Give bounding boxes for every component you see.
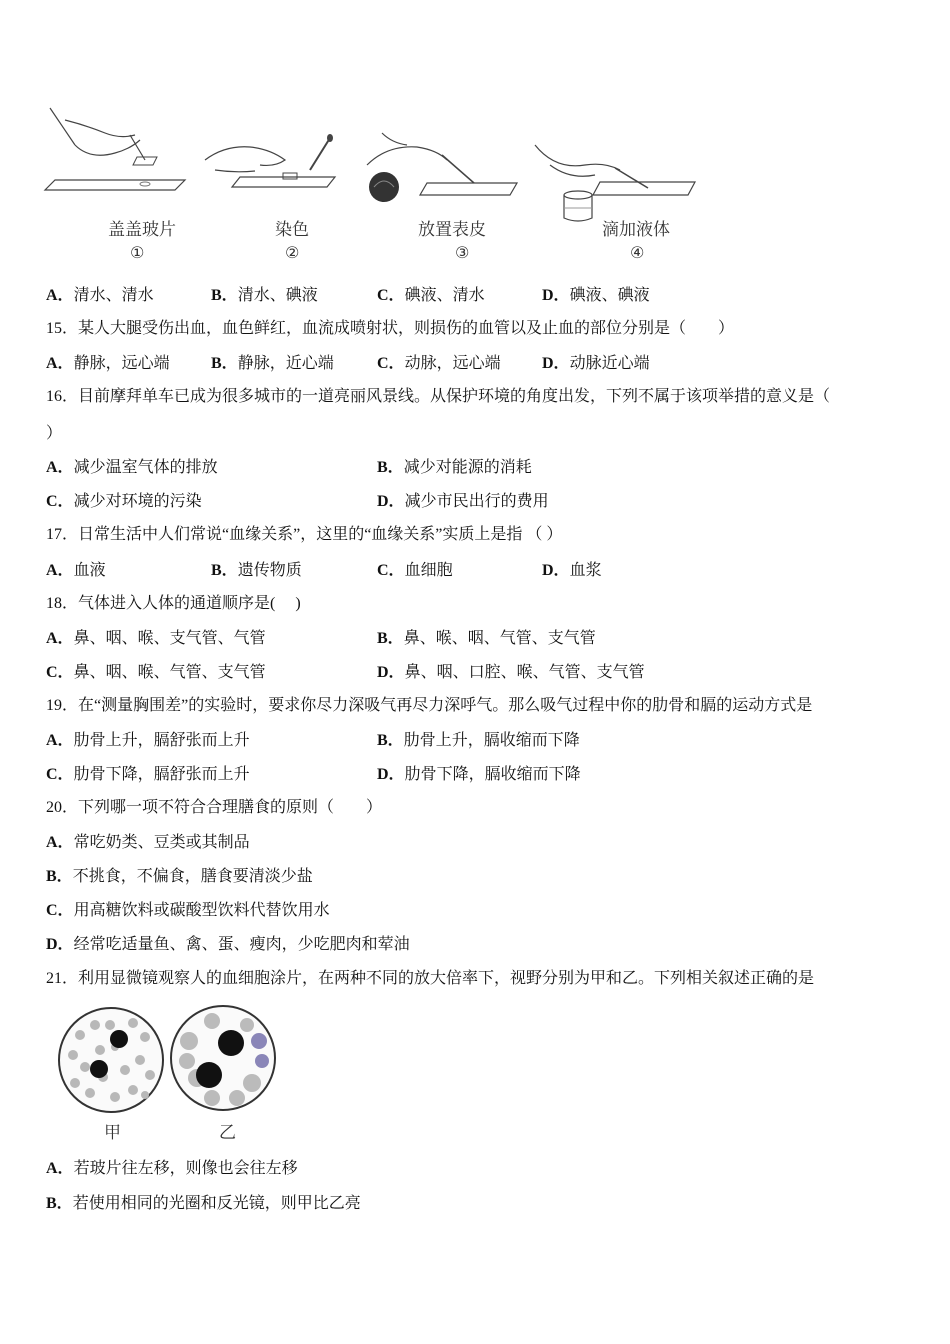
q17-option-c[interactable] <box>377 560 453 581</box>
option-letter: D． <box>542 355 570 372</box>
option-letter: A． <box>46 562 74 579</box>
option-letter: D． <box>377 493 405 510</box>
step3-caption: 放置表皮 <box>418 220 486 240</box>
option-letter: C． <box>46 664 74 681</box>
option-letter: C． <box>46 902 74 919</box>
option-text: 鼻、喉、咽、气管、支气管 <box>403 628 596 647</box>
q17-option-b[interactable] <box>211 560 302 581</box>
option-text: 血细胞 <box>404 560 453 579</box>
q19-option-a[interactable] <box>46 730 250 751</box>
option-letter: B． <box>211 287 238 304</box>
q20-option-d[interactable] <box>46 934 410 955</box>
q17-option-d[interactable] <box>542 560 602 581</box>
option-letter: A． <box>46 732 74 749</box>
step2-number: ② <box>285 243 300 262</box>
option-text: 经常吃适量鱼、禽、蛋、瘦肉，少吃肥肉和荤油 <box>73 934 410 953</box>
option-letter: D． <box>377 766 405 783</box>
option-letter: B． <box>377 732 404 749</box>
q14-option-a[interactable] <box>46 285 154 306</box>
option-letter: A． <box>46 834 74 851</box>
option-text: 减少市民出行的费用 <box>404 491 549 510</box>
q15-stem: 15．某人大腿受伤出血，血色鲜红，血流成喷射状，则损伤的血管以及止血的部位分别是（ ） <box>46 320 735 337</box>
option-text: 若玻片往左移，则像也会往左移 <box>73 1158 298 1177</box>
q16-stem: 16．目前摩拜单车已成为很多城市的一道亮丽风景线。从保护环境的角度出发，下列不属于该项举措的意义是（ <box>46 388 831 405</box>
q14-option-b[interactable] <box>211 285 318 306</box>
option-letter: C． <box>46 493 74 510</box>
q14-option-c[interactable] <box>377 285 485 306</box>
q17-option-a[interactable] <box>46 560 106 581</box>
option-text: 用高糖饮料或碳酸型饮料代替饮用水 <box>73 900 330 919</box>
q20-option-a[interactable] <box>46 832 250 853</box>
option-letter: C． <box>46 766 74 783</box>
q18-option-b[interactable] <box>377 628 596 649</box>
option-text: 鼻、咽、口腔、喉、气管、支气管 <box>404 662 645 681</box>
placing-epidermis-illustration <box>362 125 522 205</box>
option-text: 动脉近心端 <box>569 353 650 372</box>
q20-stem: 20．下列哪一项不符合合理膳食的原则（ ） <box>46 799 383 816</box>
option-letter: B． <box>211 355 238 372</box>
q15-option-b[interactable] <box>211 353 334 374</box>
q21-stem: 21．利用显微镜观察人的血细胞涂片，在两种不同的放大倍率下，视野分别为甲和乙。下列相关叙述正确的是 <box>46 970 815 987</box>
q18-option-d[interactable] <box>377 662 645 683</box>
option-text: 碘液、清水 <box>404 285 485 304</box>
option-letter: D． <box>46 936 74 953</box>
option-letter: A． <box>46 459 74 476</box>
option-letter: B． <box>377 630 404 647</box>
q15-option-d[interactable] <box>542 353 650 374</box>
staining-illustration <box>205 135 345 195</box>
q16-option-a[interactable] <box>46 457 218 478</box>
option-text: 肋骨下降，膈收缩而下降 <box>404 764 581 783</box>
cover-slip-illustration <box>45 105 195 195</box>
step1-number: ① <box>130 243 145 262</box>
step3-number: ③ <box>455 243 470 262</box>
option-text: 肋骨上升，膈舒张而上升 <box>73 730 250 749</box>
option-text: 清水、清水 <box>73 285 154 304</box>
option-text: 清水、碘液 <box>237 285 318 304</box>
field-yi-illustration <box>167 1003 279 1113</box>
step4-number: ④ <box>630 243 645 262</box>
q20-option-c[interactable] <box>46 900 330 921</box>
option-text: 不挑食，不偏食，膳食要清淡少盐 <box>72 866 313 885</box>
option-text: 静脉，近心端 <box>237 353 334 372</box>
q21-option-a[interactable] <box>46 1158 298 1179</box>
option-letter: D． <box>377 664 405 681</box>
option-letter: B． <box>46 868 73 885</box>
option-text: 碘液、碘液 <box>569 285 650 304</box>
field-jia-illustration <box>55 1005 167 1115</box>
step4-caption: 滴加液体 <box>602 220 670 240</box>
option-text: 减少温室气体的排放 <box>73 457 218 476</box>
option-text: 血液 <box>73 560 106 579</box>
q19-option-c[interactable] <box>46 764 250 785</box>
option-letter: C． <box>377 287 405 304</box>
option-letter: B． <box>377 459 404 476</box>
option-letter: B． <box>46 1195 73 1212</box>
q19-option-b[interactable] <box>377 730 580 751</box>
q18-option-a[interactable] <box>46 628 266 649</box>
q18-option-c[interactable] <box>46 662 266 683</box>
q14-option-d[interactable] <box>542 285 650 306</box>
option-letter: D． <box>542 287 570 304</box>
q21-option-b[interactable] <box>46 1193 361 1214</box>
field-yi-label: 乙 <box>219 1123 236 1143</box>
option-letter: C． <box>377 355 405 372</box>
option-letter: A． <box>46 630 74 647</box>
option-text: 动脉，远心端 <box>404 353 501 372</box>
step1-caption: 盖盖玻片 <box>108 220 176 240</box>
option-letter: D． <box>542 562 570 579</box>
option-text: 血浆 <box>569 560 602 579</box>
option-text: 常吃奶类、豆类或其制品 <box>73 832 250 851</box>
option-letter: A． <box>46 355 74 372</box>
option-letter: C． <box>377 562 405 579</box>
option-letter: A． <box>46 287 74 304</box>
option-text: 鼻、咽、喉、气管、支气管 <box>73 662 266 681</box>
q18-stem: 18．气体进入人体的通道顺序是( ) <box>46 595 301 612</box>
q16-option-b[interactable] <box>377 457 532 478</box>
option-text: 减少对能源的消耗 <box>403 457 532 476</box>
q20-option-b[interactable] <box>46 866 313 887</box>
option-text: 若使用相同的光圈和反光镜，则甲比乙亮 <box>72 1193 361 1212</box>
adding-liquid-illustration <box>530 140 700 225</box>
option-letter: B． <box>211 562 238 579</box>
q16-stem-continued: ） <box>46 423 63 442</box>
step2-caption: 染色 <box>275 220 309 240</box>
option-text: 静脉，远心端 <box>73 353 170 372</box>
option-text: 减少对环境的污染 <box>73 491 202 510</box>
q19-option-d[interactable] <box>377 764 581 785</box>
q15-option-c[interactable] <box>377 353 501 374</box>
q16-option-c[interactable] <box>46 491 202 512</box>
q17-stem: 17．日常生活中人们常说“血缘关系”，这里的“血缘关系”实质上是指 （ ） <box>46 526 563 543</box>
option-letter: A． <box>46 1160 74 1177</box>
field-jia-label: 甲 <box>104 1123 121 1143</box>
option-text: 鼻、咽、喉、支气管、气管 <box>73 628 266 647</box>
option-text: 遗传物质 <box>237 560 302 579</box>
option-text: 肋骨上升，膈收缩而下降 <box>403 730 580 749</box>
q19-stem: 19．在“测量胸围差”的实验时，要求你尽力深吸气再尽力深呼气。那么吸气过程中你的肋骨和膈的运动方式是 <box>46 697 813 714</box>
q16-option-d[interactable] <box>377 491 549 512</box>
q15-option-a[interactable] <box>46 353 170 374</box>
option-text: 肋骨下降，膈舒张而上升 <box>73 764 250 783</box>
